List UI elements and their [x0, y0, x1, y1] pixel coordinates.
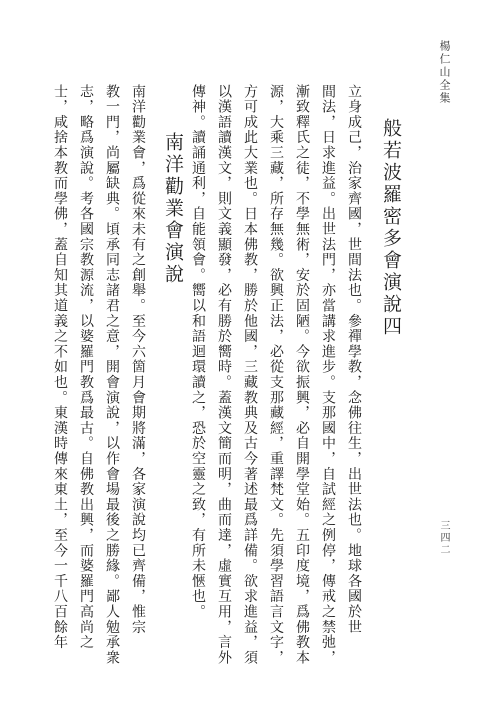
text-column-1: 立身成己，治家齊國，世間法也。參禪學教，念佛往生，出世法也。地球各國於世: [346, 84, 362, 635]
running-header: 楊仁山全集: [438, 40, 451, 105]
page-number: 三四二: [438, 520, 449, 556]
section-title-prajna: 般若波羅密多會演說四: [380, 118, 402, 338]
text-column-9: 教一門，尚屬缺典。頃承同志諸君之意，開會演說，以作會場最後之勝緣。鄙人勉承衆: [104, 84, 120, 666]
text-column-2: 間法，日求進益。出世法門，亦當講求進步。支那國中，自試經之例停，傳戒之禁弛，: [320, 84, 336, 666]
text-column-8: 南洋勸業會，爲從來未有之創舉。至今六箇月會期將滿，各家演說均已齊備，惟宗: [130, 84, 146, 635]
text-column-7: 傳神。讀誦通利，自能領會。嚮以和語迴環讀之，恐於空靈之致，有所未愜也。: [190, 84, 206, 620]
text-column-4: 源，大乘三藏，所存無幾。欲興正法，必從支那藏經，重譯梵文。先須學習語言文字，: [268, 84, 284, 666]
text-column-6: 以漢語讀漢文，則文義顯發，必有勝於嚮時。蓋漢文簡而明，曲而達，虛實互用，言外: [216, 84, 232, 666]
text-column-5: 方可成此大業也。日本佛教，勝於他國，三藏教典及古今著述最爲詳備。欲求進益，須: [242, 84, 258, 666]
section-title-nanyang: 南洋勸業會演說: [162, 132, 184, 286]
text-column-11: 士，咸捨本教而學佛，蓋自知其道義之不如也。東漢時傳來東土，至今一千八百餘年: [52, 84, 68, 651]
text-column-3: 漸致釋氏之徒，不學無術，安於固陋。今欲振興，必自開學堂始。五印度境，爲佛教本: [294, 84, 310, 666]
text-column-10: 志，略爲演說。考各國宗教源流，以婆羅門教爲最古。自佛教出興，而婆羅門高尚之: [78, 84, 94, 651]
